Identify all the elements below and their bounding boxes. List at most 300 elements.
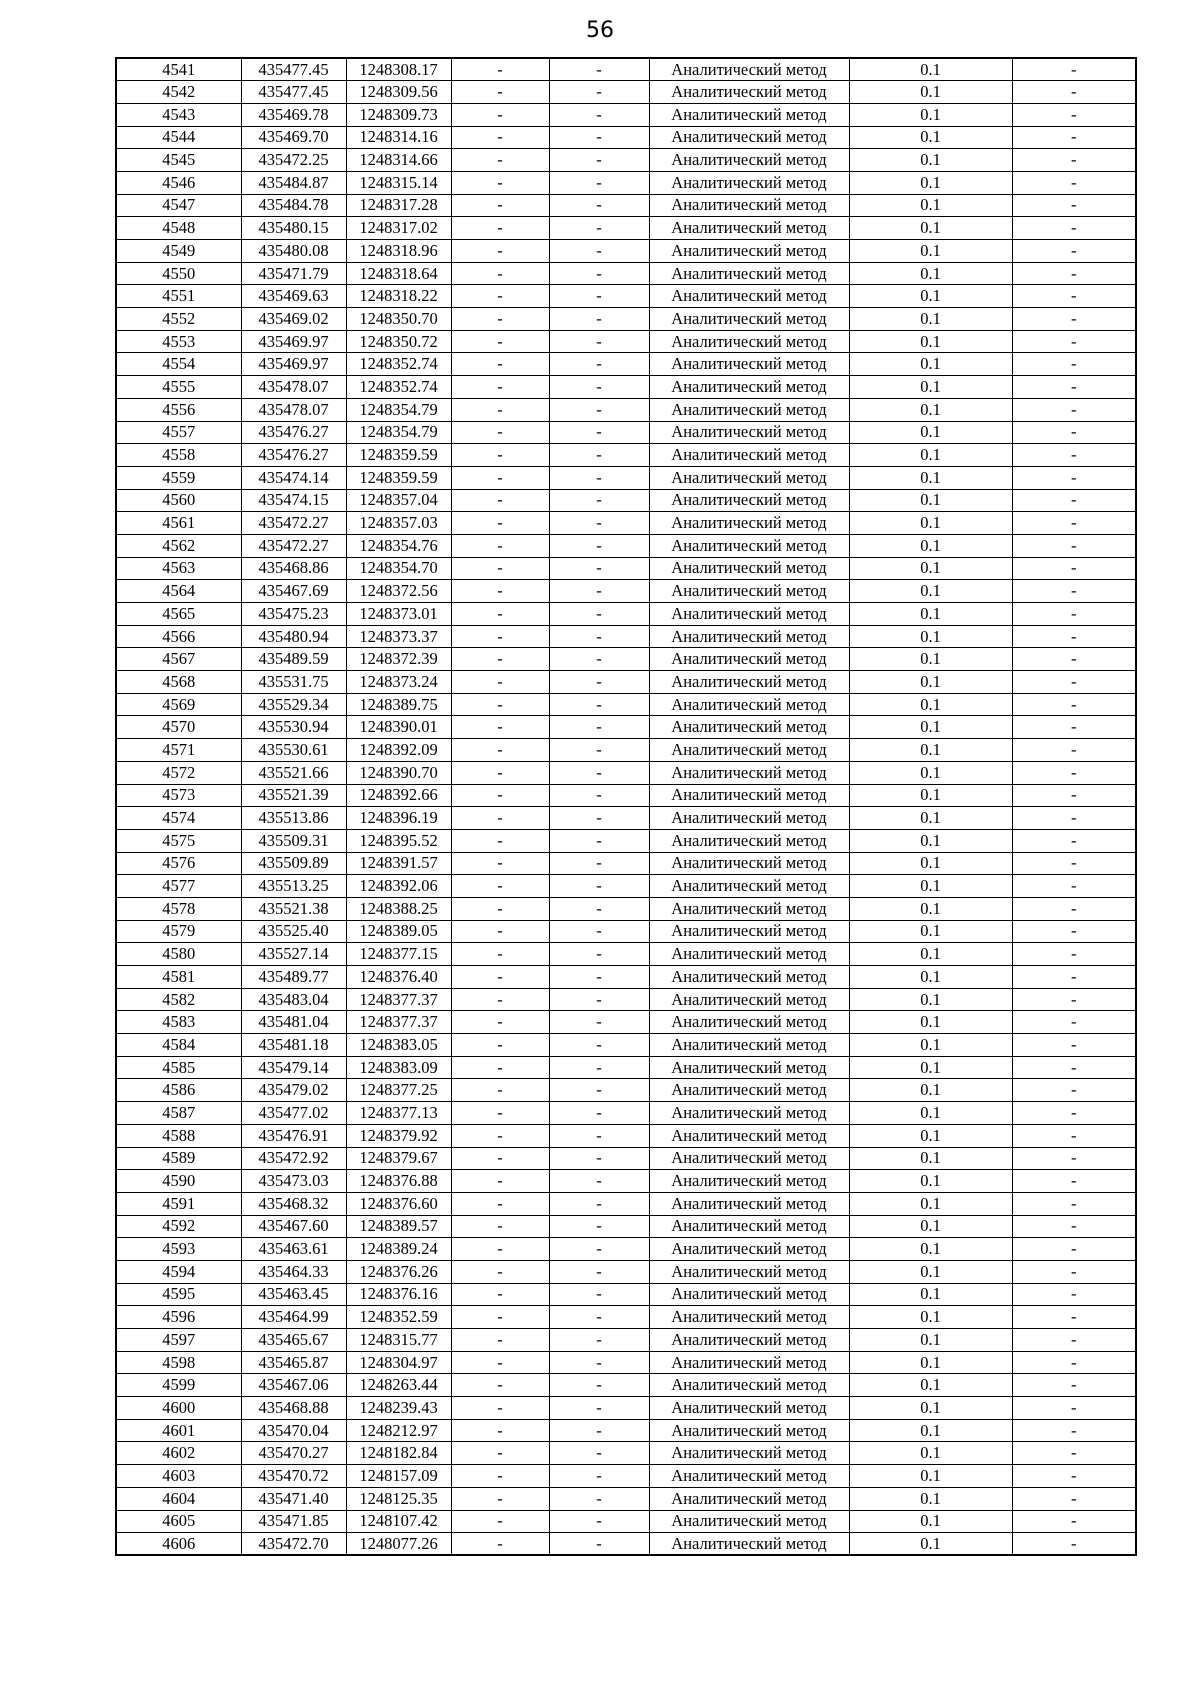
table-row <box>116 81 1136 104</box>
col8-cell: - <box>1012 988 1136 1011</box>
y-coordinate-cell: 1248309.73 <box>346 103 451 126</box>
col4-cell: - <box>451 103 549 126</box>
accuracy-cell: 0.1 <box>849 1238 1012 1261</box>
method-cell: Аналитический метод <box>649 693 849 716</box>
accuracy-cell: 0.1 <box>849 988 1012 1011</box>
col8-cell: - <box>1012 421 1136 444</box>
y-coordinate-cell: 1248315.14 <box>346 171 451 194</box>
y-coordinate-cell: 1248359.59 <box>346 444 451 467</box>
table-row <box>116 1192 1136 1215</box>
col5-cell: - <box>549 1533 649 1556</box>
x-coordinate-cell: 435469.97 <box>241 330 346 353</box>
y-coordinate-cell: 1248377.13 <box>346 1102 451 1125</box>
col4-cell: - <box>451 444 549 467</box>
table-row <box>116 784 1136 807</box>
y-coordinate-cell: 1248315.77 <box>346 1329 451 1352</box>
accuracy-cell: 0.1 <box>849 81 1012 104</box>
y-coordinate-cell: 1248157.09 <box>346 1465 451 1488</box>
table-row <box>116 285 1136 308</box>
accuracy-cell: 0.1 <box>849 1510 1012 1533</box>
table-row <box>116 421 1136 444</box>
table-row <box>116 376 1136 399</box>
col4-cell: - <box>451 852 549 875</box>
y-coordinate-cell: 1248372.39 <box>346 648 451 671</box>
accuracy-cell: 0.1 <box>849 1397 1012 1420</box>
point-number-cell: 4554 <box>116 353 241 376</box>
method-cell: Аналитический метод <box>649 1192 849 1215</box>
col5-cell: - <box>549 1238 649 1261</box>
x-coordinate-cell: 435472.70 <box>241 1533 346 1556</box>
col8-cell: - <box>1012 1079 1136 1102</box>
col8-cell: - <box>1012 693 1136 716</box>
y-coordinate-cell: 1248376.60 <box>346 1192 451 1215</box>
accuracy-cell: 0.1 <box>849 739 1012 762</box>
table-row <box>116 1306 1136 1329</box>
method-cell: Аналитический метод <box>649 829 849 852</box>
method-cell: Аналитический метод <box>649 988 849 1011</box>
col4-cell: - <box>451 1419 549 1442</box>
table-row <box>116 330 1136 353</box>
col5-cell: - <box>549 557 649 580</box>
y-coordinate-cell: 1248376.16 <box>346 1283 451 1306</box>
x-coordinate-cell: 435467.06 <box>241 1374 346 1397</box>
x-coordinate-cell: 435469.97 <box>241 353 346 376</box>
x-coordinate-cell: 435472.92 <box>241 1147 346 1170</box>
table-row <box>116 1147 1136 1170</box>
point-number-cell: 4560 <box>116 489 241 512</box>
x-coordinate-cell: 435484.78 <box>241 194 346 217</box>
col5-cell: - <box>549 1351 649 1374</box>
accuracy-cell: 0.1 <box>849 580 1012 603</box>
point-number-cell: 4561 <box>116 512 241 535</box>
point-number-cell: 4582 <box>116 988 241 1011</box>
x-coordinate-cell: 435469.78 <box>241 103 346 126</box>
col5-cell: - <box>549 761 649 784</box>
x-coordinate-cell: 435481.04 <box>241 1011 346 1034</box>
col8-cell: - <box>1012 966 1136 989</box>
point-number-cell: 4596 <box>116 1306 241 1329</box>
col4-cell: - <box>451 1079 549 1102</box>
col8-cell: - <box>1012 126 1136 149</box>
y-coordinate-cell: 1248212.97 <box>346 1419 451 1442</box>
x-coordinate-cell: 435521.39 <box>241 784 346 807</box>
point-number-cell: 4603 <box>116 1465 241 1488</box>
table-row <box>116 1011 1136 1034</box>
method-cell: Аналитический метод <box>649 308 849 331</box>
table-row <box>116 1487 1136 1510</box>
method-cell: Аналитический метод <box>649 807 849 830</box>
method-cell: Аналитический метод <box>649 557 849 580</box>
col5-cell: - <box>549 103 649 126</box>
col8-cell: - <box>1012 1147 1136 1170</box>
point-number-cell: 4575 <box>116 829 241 852</box>
accuracy-cell: 0.1 <box>849 444 1012 467</box>
x-coordinate-cell: 435471.85 <box>241 1510 346 1533</box>
col8-cell: - <box>1012 1192 1136 1215</box>
accuracy-cell: 0.1 <box>849 308 1012 331</box>
accuracy-cell: 0.1 <box>849 1283 1012 1306</box>
accuracy-cell: 0.1 <box>849 1011 1012 1034</box>
table-row <box>116 852 1136 875</box>
method-cell: Аналитический метод <box>649 1260 849 1283</box>
method-cell: Аналитический метод <box>649 784 849 807</box>
point-number-cell: 4570 <box>116 716 241 739</box>
accuracy-cell: 0.1 <box>849 353 1012 376</box>
col4-cell: - <box>451 240 549 263</box>
method-cell: Аналитический метод <box>649 217 849 240</box>
method-cell: Аналитический метод <box>649 1374 849 1397</box>
method-cell: Аналитический метод <box>649 512 849 535</box>
col8-cell: - <box>1012 739 1136 762</box>
point-number-cell: 4593 <box>116 1238 241 1261</box>
col5-cell: - <box>549 1442 649 1465</box>
y-coordinate-cell: 1248395.52 <box>346 829 451 852</box>
col5-cell: - <box>549 1329 649 1352</box>
table-row <box>116 126 1136 149</box>
col4-cell: - <box>451 1487 549 1510</box>
col4-cell: - <box>451 739 549 762</box>
point-number-cell: 4580 <box>116 943 241 966</box>
col4-cell: - <box>451 1374 549 1397</box>
accuracy-cell: 0.1 <box>849 1124 1012 1147</box>
table-row <box>116 829 1136 852</box>
col5-cell: - <box>549 353 649 376</box>
col4-cell: - <box>451 81 549 104</box>
col5-cell: - <box>549 149 649 172</box>
accuracy-cell: 0.1 <box>849 1215 1012 1238</box>
accuracy-cell: 0.1 <box>849 716 1012 739</box>
col8-cell: - <box>1012 58 1136 81</box>
accuracy-cell: 0.1 <box>849 512 1012 535</box>
table-row <box>116 1170 1136 1193</box>
y-coordinate-cell: 1248391.57 <box>346 852 451 875</box>
x-coordinate-cell: 435477.45 <box>241 58 346 81</box>
point-number-cell: 4585 <box>116 1056 241 1079</box>
method-cell: Аналитический метод <box>649 761 849 784</box>
y-coordinate-cell: 1248304.97 <box>346 1351 451 1374</box>
y-coordinate-cell: 1248354.79 <box>346 421 451 444</box>
col8-cell: - <box>1012 1442 1136 1465</box>
col8-cell: - <box>1012 920 1136 943</box>
col4-cell: - <box>451 149 549 172</box>
y-coordinate-cell: 1248392.06 <box>346 875 451 898</box>
point-number-cell: 4541 <box>116 58 241 81</box>
col4-cell: - <box>451 716 549 739</box>
point-number-cell: 4586 <box>116 1079 241 1102</box>
col4-cell: - <box>451 1510 549 1533</box>
col8-cell: - <box>1012 1034 1136 1057</box>
col8-cell: - <box>1012 512 1136 535</box>
accuracy-cell: 0.1 <box>849 217 1012 240</box>
y-coordinate-cell: 1248377.37 <box>346 988 451 1011</box>
col5-cell: - <box>549 693 649 716</box>
col8-cell: - <box>1012 829 1136 852</box>
method-cell: Аналитический метод <box>649 1533 849 1556</box>
col4-cell: - <box>451 671 549 694</box>
x-coordinate-cell: 435464.33 <box>241 1260 346 1283</box>
accuracy-cell: 0.1 <box>849 171 1012 194</box>
col4-cell: - <box>451 171 549 194</box>
point-number-cell: 4592 <box>116 1215 241 1238</box>
y-coordinate-cell: 1248182.84 <box>346 1442 451 1465</box>
col4-cell: - <box>451 761 549 784</box>
col8-cell: - <box>1012 444 1136 467</box>
point-number-cell: 4555 <box>116 376 241 399</box>
col8-cell: - <box>1012 1260 1136 1283</box>
x-coordinate-cell: 435474.14 <box>241 466 346 489</box>
method-cell: Аналитический метод <box>649 943 849 966</box>
table-row <box>116 1465 1136 1488</box>
point-number-cell: 4558 <box>116 444 241 467</box>
accuracy-cell: 0.1 <box>849 149 1012 172</box>
method-cell: Аналитический метод <box>649 1170 849 1193</box>
col4-cell: - <box>451 1056 549 1079</box>
method-cell: Аналитический метод <box>649 1034 849 1057</box>
accuracy-cell: 0.1 <box>849 852 1012 875</box>
col4-cell: - <box>451 1397 549 1420</box>
point-number-cell: 4569 <box>116 693 241 716</box>
y-coordinate-cell: 1248396.19 <box>346 807 451 830</box>
col4-cell: - <box>451 330 549 353</box>
x-coordinate-cell: 435465.67 <box>241 1329 346 1352</box>
x-coordinate-cell: 435468.32 <box>241 1192 346 1215</box>
y-coordinate-cell: 1248077.26 <box>346 1533 451 1556</box>
accuracy-cell: 0.1 <box>849 489 1012 512</box>
y-coordinate-cell: 1248314.66 <box>346 149 451 172</box>
col4-cell: - <box>451 58 549 81</box>
x-coordinate-cell: 435531.75 <box>241 671 346 694</box>
accuracy-cell: 0.1 <box>849 1306 1012 1329</box>
x-coordinate-cell: 435478.07 <box>241 398 346 421</box>
col5-cell: - <box>549 1170 649 1193</box>
table-row <box>116 1510 1136 1533</box>
accuracy-cell: 0.1 <box>849 966 1012 989</box>
accuracy-cell: 0.1 <box>849 1465 1012 1488</box>
point-number-cell: 4598 <box>116 1351 241 1374</box>
y-coordinate-cell: 1248357.03 <box>346 512 451 535</box>
method-cell: Аналитический метод <box>649 149 849 172</box>
col5-cell: - <box>549 1124 649 1147</box>
method-cell: Аналитический метод <box>649 398 849 421</box>
col8-cell: - <box>1012 1215 1136 1238</box>
col8-cell: - <box>1012 466 1136 489</box>
point-number-cell: 4546 <box>116 171 241 194</box>
x-coordinate-cell: 435513.86 <box>241 807 346 830</box>
y-coordinate-cell: 1248107.42 <box>346 1510 451 1533</box>
accuracy-cell: 0.1 <box>849 1351 1012 1374</box>
col5-cell: - <box>549 625 649 648</box>
col8-cell: - <box>1012 149 1136 172</box>
col4-cell: - <box>451 580 549 603</box>
col8-cell: - <box>1012 489 1136 512</box>
method-cell: Аналитический метод <box>649 58 849 81</box>
method-cell: Аналитический метод <box>649 1238 849 1261</box>
x-coordinate-cell: 435521.66 <box>241 761 346 784</box>
col5-cell: - <box>549 1215 649 1238</box>
x-coordinate-cell: 435463.61 <box>241 1238 346 1261</box>
accuracy-cell: 0.1 <box>849 534 1012 557</box>
point-number-cell: 4548 <box>116 217 241 240</box>
table-row <box>116 1351 1136 1374</box>
table-row <box>116 807 1136 830</box>
col5-cell: - <box>549 1192 649 1215</box>
col4-cell: - <box>451 217 549 240</box>
accuracy-cell: 0.1 <box>849 466 1012 489</box>
method-cell: Аналитический метод <box>649 466 849 489</box>
col5-cell: - <box>549 466 649 489</box>
point-number-cell: 4557 <box>116 421 241 444</box>
col5-cell: - <box>549 194 649 217</box>
point-number-cell: 4590 <box>116 1170 241 1193</box>
col4-cell: - <box>451 1147 549 1170</box>
method-cell: Аналитический метод <box>649 671 849 694</box>
table-row <box>116 1283 1136 1306</box>
col4-cell: - <box>451 625 549 648</box>
point-number-cell: 4606 <box>116 1533 241 1556</box>
col5-cell: - <box>549 875 649 898</box>
accuracy-cell: 0.1 <box>849 285 1012 308</box>
col4-cell: - <box>451 557 549 580</box>
method-cell: Аналитический метод <box>649 444 849 467</box>
point-number-cell: 4567 <box>116 648 241 671</box>
point-number-cell: 4542 <box>116 81 241 104</box>
y-coordinate-cell: 1248350.70 <box>346 308 451 331</box>
accuracy-cell: 0.1 <box>849 1329 1012 1352</box>
method-cell: Аналитический метод <box>649 739 849 762</box>
point-number-cell: 4562 <box>116 534 241 557</box>
point-number-cell: 4595 <box>116 1283 241 1306</box>
y-coordinate-cell: 1248354.76 <box>346 534 451 557</box>
col4-cell: - <box>451 285 549 308</box>
method-cell: Аналитический метод <box>649 852 849 875</box>
x-coordinate-cell: 435468.86 <box>241 557 346 580</box>
y-coordinate-cell: 1248376.88 <box>346 1170 451 1193</box>
col4-cell: - <box>451 693 549 716</box>
col4-cell: - <box>451 1011 549 1034</box>
col4-cell: - <box>451 126 549 149</box>
y-coordinate-cell: 1248354.79 <box>346 398 451 421</box>
accuracy-cell: 0.1 <box>849 897 1012 920</box>
col4-cell: - <box>451 1192 549 1215</box>
y-coordinate-cell: 1248389.57 <box>346 1215 451 1238</box>
method-cell: Аналитический метод <box>649 421 849 444</box>
col4-cell: - <box>451 875 549 898</box>
col5-cell: - <box>549 1419 649 1442</box>
col8-cell: - <box>1012 852 1136 875</box>
method-cell: Аналитический метод <box>649 1329 849 1352</box>
x-coordinate-cell: 435527.14 <box>241 943 346 966</box>
col8-cell: - <box>1012 1306 1136 1329</box>
y-coordinate-cell: 1248352.59 <box>346 1306 451 1329</box>
y-coordinate-cell: 1248383.09 <box>346 1056 451 1079</box>
x-coordinate-cell: 435509.89 <box>241 852 346 875</box>
x-coordinate-cell: 435475.23 <box>241 603 346 626</box>
col4-cell: - <box>451 1124 549 1147</box>
x-coordinate-cell: 435529.34 <box>241 693 346 716</box>
method-cell: Аналитический метод <box>649 81 849 104</box>
col4-cell: - <box>451 784 549 807</box>
method-cell: Аналитический метод <box>649 1283 849 1306</box>
col5-cell: - <box>549 1283 649 1306</box>
col5-cell: - <box>549 376 649 399</box>
col8-cell: - <box>1012 943 1136 966</box>
point-number-cell: 4599 <box>116 1374 241 1397</box>
table-row <box>116 920 1136 943</box>
method-cell: Аналитический метод <box>649 1147 849 1170</box>
x-coordinate-cell: 435525.40 <box>241 920 346 943</box>
col4-cell: - <box>451 376 549 399</box>
col4-cell: - <box>451 1306 549 1329</box>
method-cell: Аналитический метод <box>649 603 849 626</box>
col5-cell: - <box>549 1079 649 1102</box>
col4-cell: - <box>451 1034 549 1057</box>
accuracy-cell: 0.1 <box>849 625 1012 648</box>
col4-cell: - <box>451 308 549 331</box>
table-row <box>116 1329 1136 1352</box>
col8-cell: - <box>1012 1329 1136 1352</box>
table-row <box>116 739 1136 762</box>
col5-cell: - <box>549 58 649 81</box>
col5-cell: - <box>549 1510 649 1533</box>
col8-cell: - <box>1012 1465 1136 1488</box>
y-coordinate-cell: 1248314.16 <box>346 126 451 149</box>
col8-cell: - <box>1012 103 1136 126</box>
col4-cell: - <box>451 966 549 989</box>
col8-cell: - <box>1012 580 1136 603</box>
table-row <box>116 716 1136 739</box>
point-number-cell: 4551 <box>116 285 241 308</box>
col8-cell: - <box>1012 761 1136 784</box>
col5-cell: - <box>549 1397 649 1420</box>
col8-cell: - <box>1012 194 1136 217</box>
col8-cell: - <box>1012 330 1136 353</box>
col5-cell: - <box>549 534 649 557</box>
x-coordinate-cell: 435480.94 <box>241 625 346 648</box>
table-row <box>116 1397 1136 1420</box>
x-coordinate-cell: 435480.15 <box>241 217 346 240</box>
accuracy-cell: 0.1 <box>849 1192 1012 1215</box>
table-row <box>116 557 1136 580</box>
table-body <box>116 58 1136 1555</box>
table-row <box>116 625 1136 648</box>
col4-cell: - <box>451 1283 549 1306</box>
col5-cell: - <box>549 1056 649 1079</box>
col8-cell: - <box>1012 285 1136 308</box>
x-coordinate-cell: 435489.59 <box>241 648 346 671</box>
point-number-cell: 4564 <box>116 580 241 603</box>
col4-cell: - <box>451 807 549 830</box>
method-cell: Аналитический метод <box>649 285 849 308</box>
col8-cell: - <box>1012 534 1136 557</box>
table-row <box>116 1215 1136 1238</box>
table-row <box>116 149 1136 172</box>
point-number-cell: 4601 <box>116 1419 241 1442</box>
table-row <box>116 512 1136 535</box>
x-coordinate-cell: 435471.79 <box>241 262 346 285</box>
y-coordinate-cell: 1248377.25 <box>346 1079 451 1102</box>
accuracy-cell: 0.1 <box>849 1147 1012 1170</box>
col4-cell: - <box>451 829 549 852</box>
method-cell: Аналитический метод <box>649 1487 849 1510</box>
y-coordinate-cell: 1248263.44 <box>346 1374 451 1397</box>
col8-cell: - <box>1012 1283 1136 1306</box>
table-row <box>116 1260 1136 1283</box>
col8-cell: - <box>1012 557 1136 580</box>
method-cell: Аналитический метод <box>649 1079 849 1102</box>
col5-cell: - <box>549 988 649 1011</box>
col4-cell: - <box>451 1442 549 1465</box>
method-cell: Аналитический метод <box>649 648 849 671</box>
